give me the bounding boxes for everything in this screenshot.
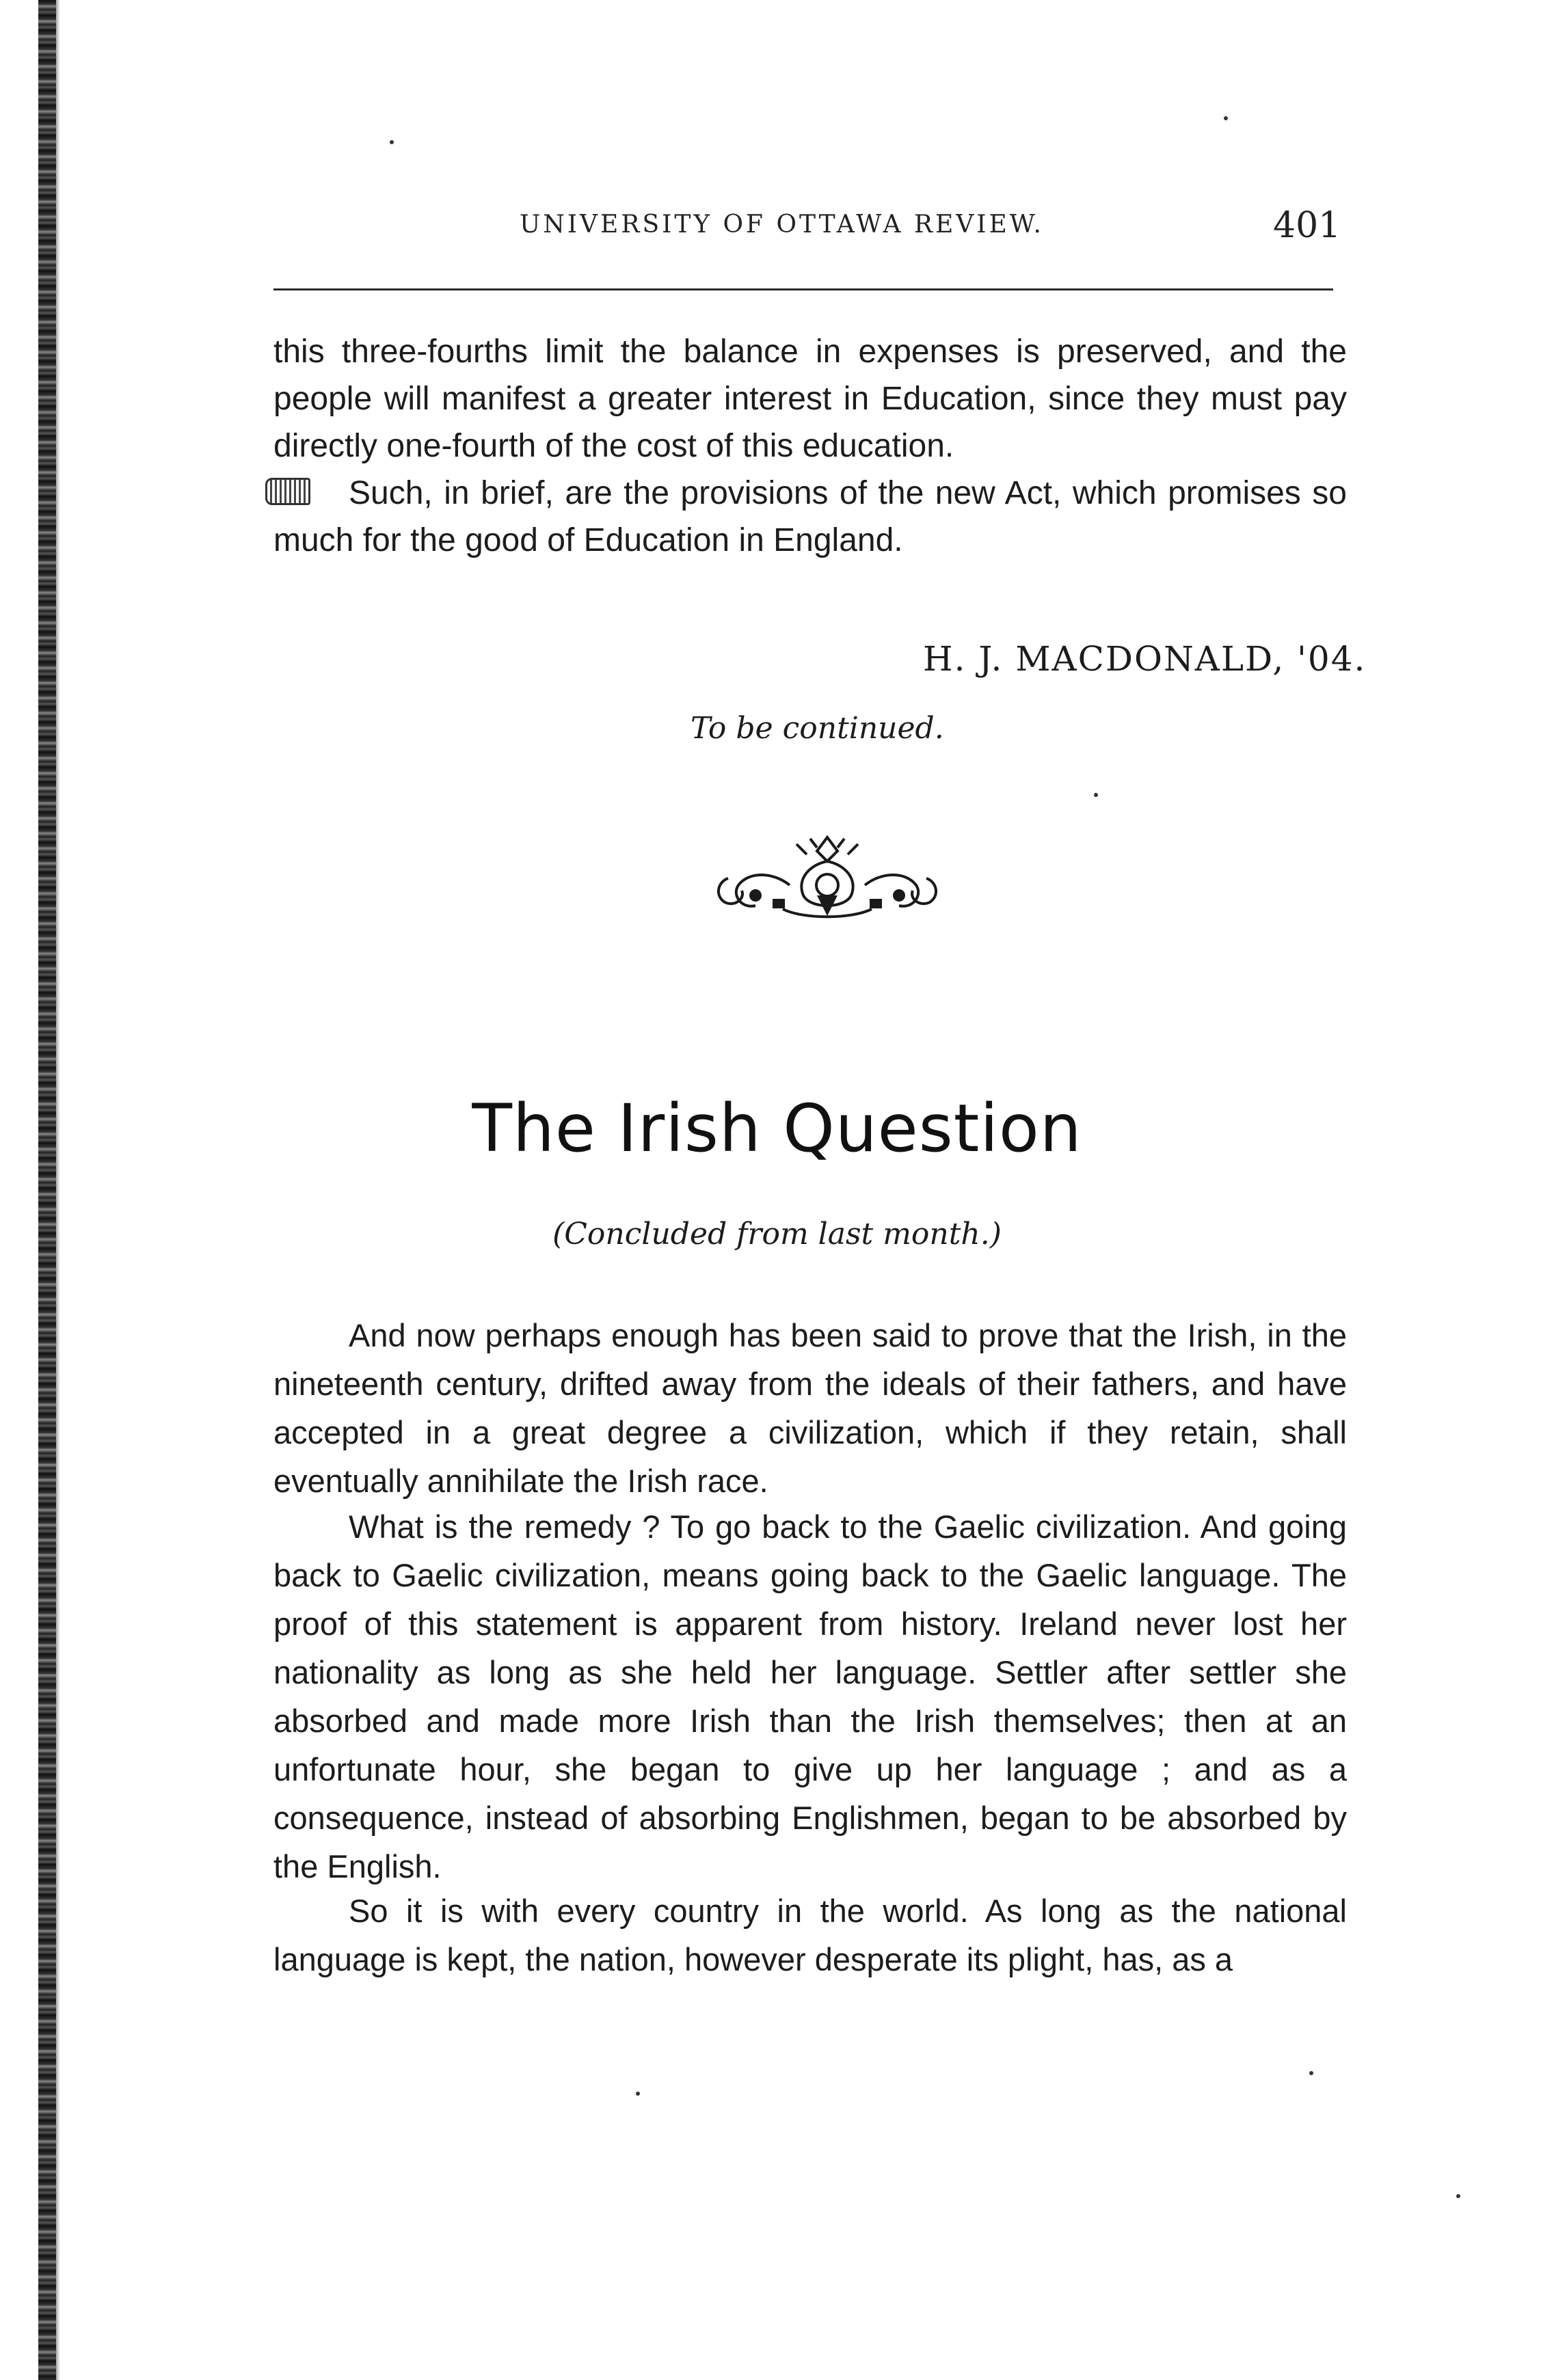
article-title: The Irish Question [472, 1090, 1082, 1167]
article-paragraph: So it is with every country in the world. As long as the national language is kept, the nation, however desperate its plight, has, as a [273, 1893, 1347, 1977]
scan-speck [390, 140, 394, 144]
article-paragraph: What is the remedy ? To go back to the Gaelic civilization. And going back to Gaelic civilization, means going back to the Gaelic language. The proof of this statement is apparent from history. Ireland never lost her nationality as long as she held her language. Settler after settler she absorbed and made more Irish than the Irish themselves; then at an unfortunate hour, she began to give up her language ; and as a consequence, instead of absorbing Englishmen, began to be absorbed by the English. [273, 1509, 1347, 1884]
header-rule [273, 288, 1333, 290]
pointing-hand-icon [265, 478, 310, 505]
author-signature: H. J. MACDONALD, '04. [923, 639, 1367, 679]
page-number: 401 [1273, 205, 1341, 246]
running-header-title: UNIVERSITY OF OTTAWA REVIEW. [520, 211, 1044, 239]
scan-speck [1224, 116, 1228, 120]
decorative-fleuron-icon [708, 830, 947, 926]
scan-speck [1309, 2071, 1313, 2075]
scan-speck [1456, 2194, 1460, 2198]
previous-article-closing-paragraph [273, 470, 1347, 564]
previous-article-paragraph: this three-fourths limit the balance in expenses is preserved, and the people will manifest a greater interest in Education, since they must pay directly one-fourth of the cost of this education. [273, 334, 1347, 464]
article-paragraph: And now perhaps enough has been said to prove that the Irish, in the nineteenth century, drifted away from the ideals of their fathers, and have accepted in a great degree a civilization, which if they retain, shall eventually annihilate the Irish race. [273, 1317, 1347, 1499]
article-subtitle: (Concluded from last month.) [552, 1217, 1002, 1252]
continuation-note: To be continued. [691, 711, 944, 746]
previous-article-closing-text: Such, in brief, are the provisions of the new Act, which promises so much for the good of Education in England. [273, 475, 1347, 558]
page-binding-edge [38, 0, 56, 2380]
scan-speck [636, 2092, 640, 2096]
scan-speck [1094, 793, 1098, 797]
